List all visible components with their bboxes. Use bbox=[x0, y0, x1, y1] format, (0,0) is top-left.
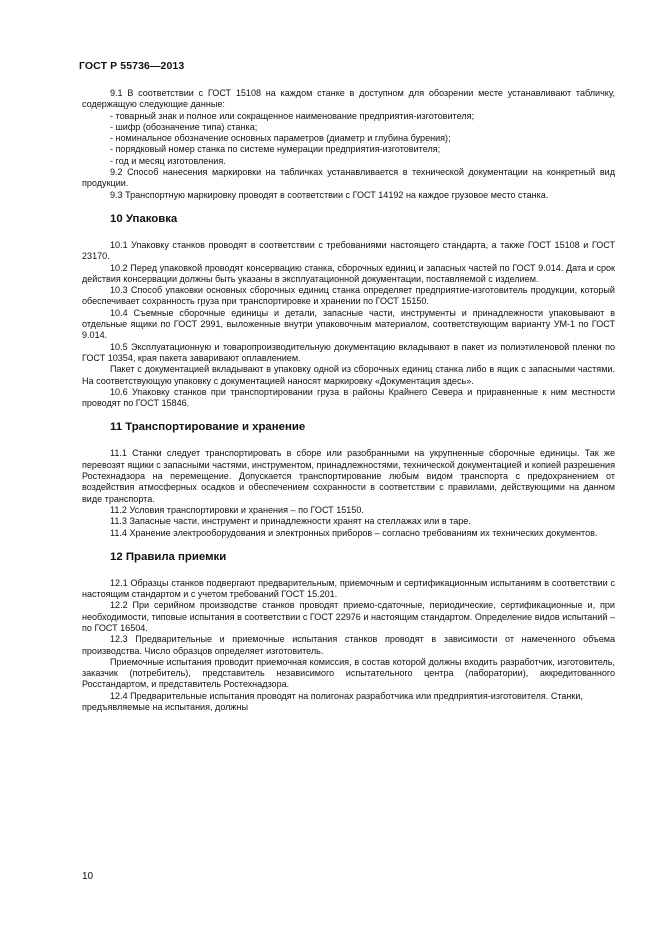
paragraph-12-3: 12.3 Предварительные и приемочные испытания станков проводят в зависимости от намеченного объема производства. Число образцов определяет изготовитель. bbox=[82, 634, 615, 656]
paragraph-9-1: 9.1 В соответствии с ГОСТ 15108 на каждом станке в доступном для обозрении месте устанавливают табличку, содержащую следующие данные: bbox=[82, 88, 615, 110]
paragraph-9-2: 9.2 Способ нанесения маркировки на табличках устанавливается в технической документации на конкретный вид продукции. bbox=[82, 167, 615, 189]
paragraph-12-4: 12.4 Предварительные испытания проводят на полигонах разработчика или предприятия-изготовителя. Станки, предъявляемые на испытания, должны bbox=[82, 690, 583, 713]
paragraph-10-1: 10.1 Упаковку станков проводят в соответствии с требованиями настоящего стандарта, а также ГОСТ 15108 и ГОСТ 23170. bbox=[82, 239, 615, 262]
list-item: - товарный знак и полное или сокращенное наименование предприятия-изготовителя; bbox=[110, 110, 475, 121]
paragraph-12-1: 12.1 Образцы станков подвергают предварительным, приемочным и сертификационным испытаниям в соответствии с настоящим стандартом и с учетом требований ГОСТ 15.201. bbox=[82, 577, 615, 600]
paragraph-11-4: 11.4 Хранение электрооборудования и электронных приборов – согласно требованиям их технических документов. bbox=[110, 527, 598, 538]
list-item: - шифр (обозначение типа) станка; bbox=[110, 121, 258, 132]
page-content bbox=[82, 88, 615, 713]
page-number: 10 bbox=[82, 871, 94, 882]
list-item: - год и месяц изготовления. bbox=[110, 155, 226, 166]
paragraph-10-5: 10.5 Эксплуатационную и товаропроизводительную документацию вкладывают в пакет из полиэтиленовой пленки по ГОСТ 10354, края пакета заваривают оплавлением. bbox=[82, 341, 615, 363]
paragraph-11-3: 11.3 Запасные части, инструмент и принадлежности хранят на стеллажах или в таре. bbox=[110, 516, 471, 527]
paragraph-9-3: 9.3 Транспортную маркировку проводят в соответствии с ГОСТ 14192 на каждое грузовое место станка. bbox=[110, 189, 549, 200]
section-10-heading: 10 Упаковка bbox=[110, 212, 178, 225]
paragraph-12-3-cont: Приемочные испытания проводит приемочная комиссия, в состав которой должны входить разработчик, изготовитель, заказчик (потребитель), представитель независимого испытательного центра (лаборатории), аккредитованного Росстандартом, и представитель Ростехнадзора. bbox=[82, 656, 615, 690]
document-header: ГОСТ Р 55736—2013 bbox=[79, 60, 185, 72]
paragraph-10-3: 10.3 Способ упаковки основных сборочных единиц станка определяет предприятие-изготовитель продукции, который обеспечивает сохранность груза при транспортировке и хранении по ГОСТ 15150. bbox=[82, 285, 615, 307]
paragraph-10-2: 10.2 Перед упаковкой проводят консервацию станка, сборочных единиц и запасных частей по ГОСТ 9.014. Дата и срок действия консервации должны быть указаны в эксплуатационной документации, поставляемой с изделием. bbox=[82, 262, 615, 284]
paragraph-11-1: 11.1 Станки следует транспортировать в сборе или разобранными на укрупненные сборочные единицы. Так же перевозят ящики с запасными частями, инструментом, принадлежностями, технической документацией и копией разрешения Ростехнадзора на перемещение. Допускается транспортирование любым видом транспорта с предохранением от воздействия атмосферных осадков и обеспечением сохранности в соответствии с правилами, действующими на данном виде транспорта. bbox=[82, 448, 615, 504]
list-item: - номинальное обозначение основных параметров (диаметр и глубина бурения); bbox=[110, 133, 451, 144]
paragraph-10-5-cont: Пакет с документацией вкладывают в упаковку одной из сборочных единиц станка либо в ящик с запасными частями. На соответствующую упаковку с документацией наносят маркировку «Документация здесь». bbox=[82, 364, 615, 386]
paragraph-10-4: 10.4 Съемные сборочные единицы и детали, запасные части, инструменты и принадлежности упаковывают в отдельные ящики по ГОСТ 2991, выложенные внутри упаковочным материалом, соответствующим варианту УМ-1 по ГОСТ 9.014. bbox=[82, 307, 615, 341]
paragraph-10-6: 10.6 Упаковку станков при транспортировании груза в районы Крайнего Севера и приравненные к ним местности проводят по ГОСТ 15846. bbox=[82, 386, 615, 409]
list-item: - порядковый номер станка по системе нумерации предприятия-изготовителя; bbox=[110, 144, 441, 155]
section-12-heading: 12 Правила приемки bbox=[110, 550, 227, 563]
paragraph-12-2: 12.2 При серийном производстве станков проводят приемо-сдаточные, периодические, сертификационные и, при необходимости, типовые испытания в соответствии с ГОСТ 22976 и настоящим стандартом. Определение видов испытаний – по ГОСТ 16504. bbox=[82, 600, 615, 633]
section-11-heading: 11 Транспортирование и хранение bbox=[110, 421, 306, 434]
paragraph-11-2: 11.2 Условия транспортировки и хранения – по ГОСТ 15150. bbox=[110, 504, 364, 515]
